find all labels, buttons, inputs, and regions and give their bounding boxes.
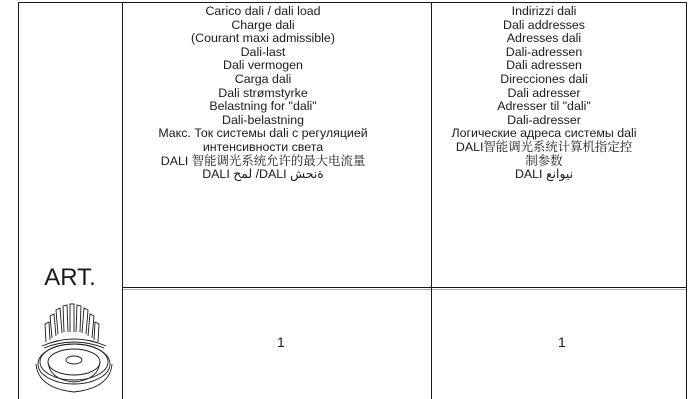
address-line: Direcciones dali [500, 71, 588, 86]
dali-load-header [124, 5, 402, 182]
art-label: ART. [44, 264, 96, 291]
right-border [686, 2, 687, 399]
address-line: Adresser til "dali" [497, 99, 591, 114]
address-line: DALI智能调光系统计算机指定控 [455, 139, 633, 154]
load-line: интенсивности света [202, 139, 324, 154]
load-line: Carico dali / dali load [205, 4, 321, 18]
top-border [18, 2, 687, 3]
row-divider [122, 287, 687, 288]
address-line: 制参数 [525, 153, 563, 168]
col-divider-1 [122, 2, 123, 399]
load-value: 1 [277, 334, 285, 350]
address-line: Dali addresses [503, 17, 585, 32]
load-line: Dali strømstyrke [218, 85, 308, 100]
load-line: Belastning for "dali" [209, 99, 317, 114]
load-line: Dali-last [240, 44, 286, 59]
load-line: Dali vermogen [223, 58, 303, 73]
address-value: 1 [558, 334, 566, 350]
load-line: DALI 智能调光系统允许的最大电流量 [160, 153, 366, 168]
address-line: Adresses dali [506, 31, 582, 46]
row-divider-thin [122, 289, 687, 290]
load-line: Макс. Ток системы dali с регуляцией [158, 126, 368, 141]
load-line: Carga dali [234, 71, 292, 86]
address-line: Dali-adressen [505, 44, 583, 59]
address-line: Dali adressen [506, 58, 582, 73]
address-line: Indirizzi dali [511, 4, 577, 18]
left-border [18, 2, 19, 399]
load-line: DALI لمح /DALI ةنحش [202, 167, 324, 182]
address-line: Dali-adresser [507, 112, 581, 127]
load-line: Charge dali [231, 17, 295, 32]
downlight-fixture-icon [32, 302, 116, 399]
dali-addresses-header [417, 5, 671, 182]
load-line: Dali-belastning [222, 112, 304, 127]
address-line: Dali adresser [507, 85, 581, 100]
address-line: DALI نيوانع [514, 167, 574, 182]
address-line: Логические адреса системы dali [451, 126, 637, 141]
load-line: (Courant maxi admissible) [191, 31, 335, 46]
